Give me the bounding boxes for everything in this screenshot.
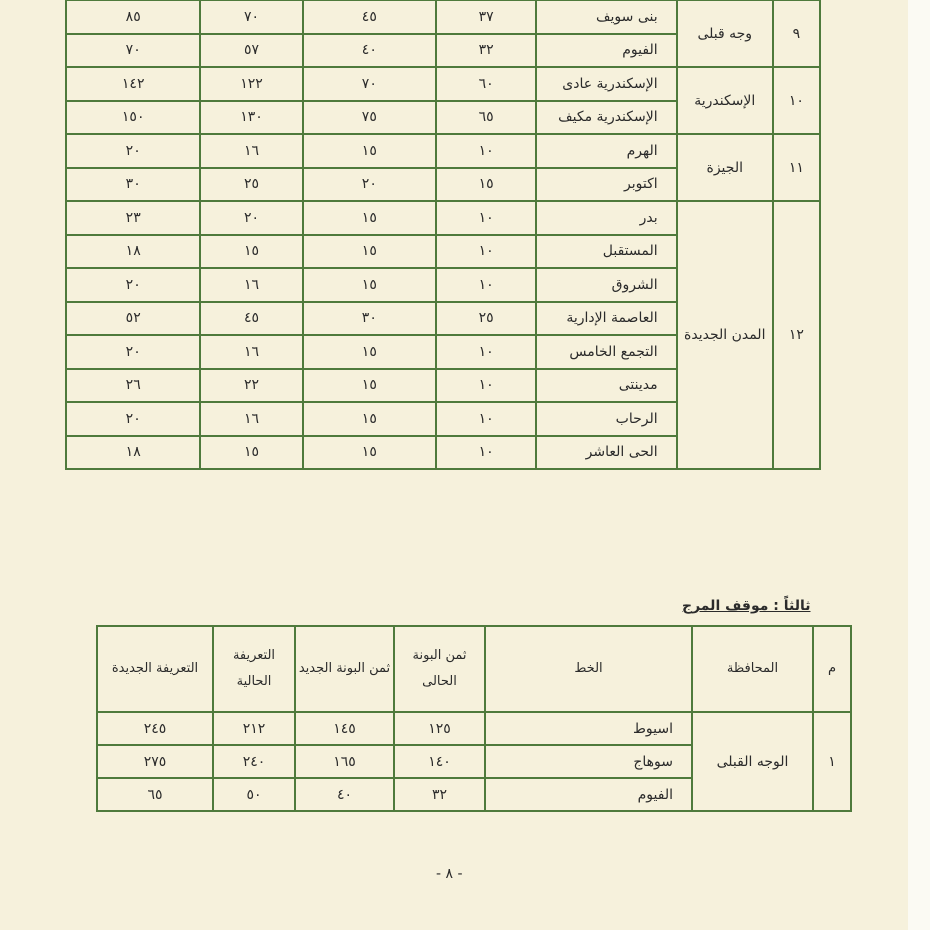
- line-name: سوهاج: [485, 745, 692, 778]
- line-name: اسيوط: [485, 712, 692, 745]
- current-price: ١٥: [436, 168, 536, 202]
- line-name: الإسكندرية عادى: [536, 67, 676, 101]
- header-n: م: [813, 626, 851, 712]
- page-edge: [908, 0, 930, 930]
- governorate-cell: الجيزة: [677, 134, 773, 201]
- governorate-cell: الوجه القبلى: [692, 712, 813, 811]
- new-price: ٤٠: [303, 34, 436, 68]
- page-number: - ٨ -: [436, 866, 463, 882]
- header-row: [97, 626, 851, 712]
- new-price: ١٥: [303, 235, 436, 269]
- line-name: الهرم: [536, 134, 676, 168]
- new-price: ١٦٥: [295, 745, 394, 778]
- current-fare: ٢٠: [200, 201, 302, 235]
- governorate-cell: الإسكندرية: [677, 67, 773, 134]
- new-price: ٤٠: [295, 778, 394, 811]
- current-price: ١٠: [436, 201, 536, 235]
- new-price: ١٤٥: [295, 712, 394, 745]
- current-price: ٣٢: [436, 34, 536, 68]
- line-name: اكتوبر: [536, 168, 676, 202]
- new-fare: ٢٠: [66, 402, 200, 436]
- line-name: الإسكندرية مكيف: [536, 101, 676, 135]
- new-price: ١٥: [303, 436, 436, 470]
- current-fare: ١٦: [200, 402, 302, 436]
- table-row: [66, 0, 820, 34]
- current-fare: ١٦: [200, 335, 302, 369]
- row-number: ١١: [773, 134, 820, 201]
- current-price: ٦٠: [436, 67, 536, 101]
- new-price: ٣٠: [303, 302, 436, 336]
- current-fare: ٢٥: [200, 168, 302, 202]
- current-fare: ٧٠: [200, 0, 302, 34]
- new-price: ٧٠: [303, 67, 436, 101]
- new-fare: ٢٤٥: [97, 712, 213, 745]
- current-fare: ١٣٠: [200, 101, 302, 135]
- new-price: ١٥: [303, 134, 436, 168]
- new-fare: ١٨: [66, 235, 200, 269]
- line-name: بنى سويف: [536, 0, 676, 34]
- current-price: ١٤٠: [394, 745, 485, 778]
- line-name: بدر: [536, 201, 676, 235]
- current-price: ١٠: [436, 134, 536, 168]
- table-row: [66, 67, 820, 101]
- new-fare: ١٤٢: [66, 67, 200, 101]
- current-fare: ٤٥: [200, 302, 302, 336]
- table-row: [97, 712, 851, 745]
- governorate-cell: المدن الجديدة: [677, 201, 773, 469]
- new-price: ١٥: [303, 268, 436, 302]
- new-fare: ٨٥: [66, 0, 200, 34]
- current-price: ٣٧: [436, 0, 536, 34]
- line-name: الفيوم: [485, 778, 692, 811]
- new-fare: ٢٣: [66, 201, 200, 235]
- new-price: ١٥: [303, 402, 436, 436]
- current-fare: ٢١٢: [213, 712, 295, 745]
- marg-station-table: [96, 625, 852, 812]
- header-line: الخط: [485, 626, 692, 712]
- line-name: الرحاب: [536, 402, 676, 436]
- current-price: ١٠: [436, 335, 536, 369]
- header-current-price: ثمن البونة الحالى: [394, 626, 485, 712]
- current-price: ٦٥: [436, 101, 536, 135]
- new-price: ٢٠: [303, 168, 436, 202]
- current-price: ١٠: [436, 436, 536, 470]
- current-fare: ١٥: [200, 436, 302, 470]
- current-fare: ١٦: [200, 268, 302, 302]
- fares-table-continued: [65, 0, 821, 470]
- new-price: ١٥: [303, 369, 436, 403]
- current-fare: ١٥: [200, 235, 302, 269]
- new-fare: ٢٠: [66, 268, 200, 302]
- table-row: [66, 201, 820, 235]
- new-fare: ٢٦: [66, 369, 200, 403]
- current-fare: ٢٤٠: [213, 745, 295, 778]
- current-fare: ١٢٢: [200, 67, 302, 101]
- current-price: ١٠: [436, 369, 536, 403]
- current-price: ٢٥: [436, 302, 536, 336]
- table-row: [66, 134, 820, 168]
- line-name: مدينتى: [536, 369, 676, 403]
- row-number: ١٠: [773, 67, 820, 134]
- current-price: ١٢٥: [394, 712, 485, 745]
- new-price: ٤٥: [303, 0, 436, 34]
- new-fare: ٢٧٥: [97, 745, 213, 778]
- line-name: العاصمة الإدارية: [536, 302, 676, 336]
- line-name: الشروق: [536, 268, 676, 302]
- new-fare: ٧٠: [66, 34, 200, 68]
- header-governorate: المحافظة: [692, 626, 813, 712]
- new-price: ١٥: [303, 335, 436, 369]
- new-price: ٧٥: [303, 101, 436, 135]
- current-fare: ٥٧: [200, 34, 302, 68]
- line-name: التجمع الخامس: [536, 335, 676, 369]
- header-new-price: ثمن البونة الجديد: [295, 626, 394, 712]
- governorate-cell: وجه قبلى: [677, 0, 773, 67]
- current-fare: ٢٢: [200, 369, 302, 403]
- row-number: ١: [813, 712, 851, 811]
- new-price: ١٥: [303, 201, 436, 235]
- header-current-fare: التعريفة الحالية: [213, 626, 295, 712]
- new-fare: ١٥٠: [66, 101, 200, 135]
- new-fare: ٢٠: [66, 335, 200, 369]
- current-fare: ١٦: [200, 134, 302, 168]
- new-fare: ١٨: [66, 436, 200, 470]
- line-name: الفيوم: [536, 34, 676, 68]
- row-number: ٩: [773, 0, 820, 67]
- new-fare: ٥٢: [66, 302, 200, 336]
- new-fare: ٣٠: [66, 168, 200, 202]
- new-fare: ٢٠: [66, 134, 200, 168]
- row-number: ١٢: [773, 201, 820, 469]
- section-title-marg-station: ثالثاً : موقف المرج: [682, 598, 811, 614]
- new-fare: ٦٥: [97, 778, 213, 811]
- line-name: الحى العاشر: [536, 436, 676, 470]
- current-fare: ٥٠: [213, 778, 295, 811]
- line-name: المستقبل: [536, 235, 676, 269]
- current-price: ١٠: [436, 268, 536, 302]
- current-price: ١٠: [436, 235, 536, 269]
- current-price: ١٠: [436, 402, 536, 436]
- header-new-fare: التعريفة الجديدة: [97, 626, 213, 712]
- current-price: ٣٢: [394, 778, 485, 811]
